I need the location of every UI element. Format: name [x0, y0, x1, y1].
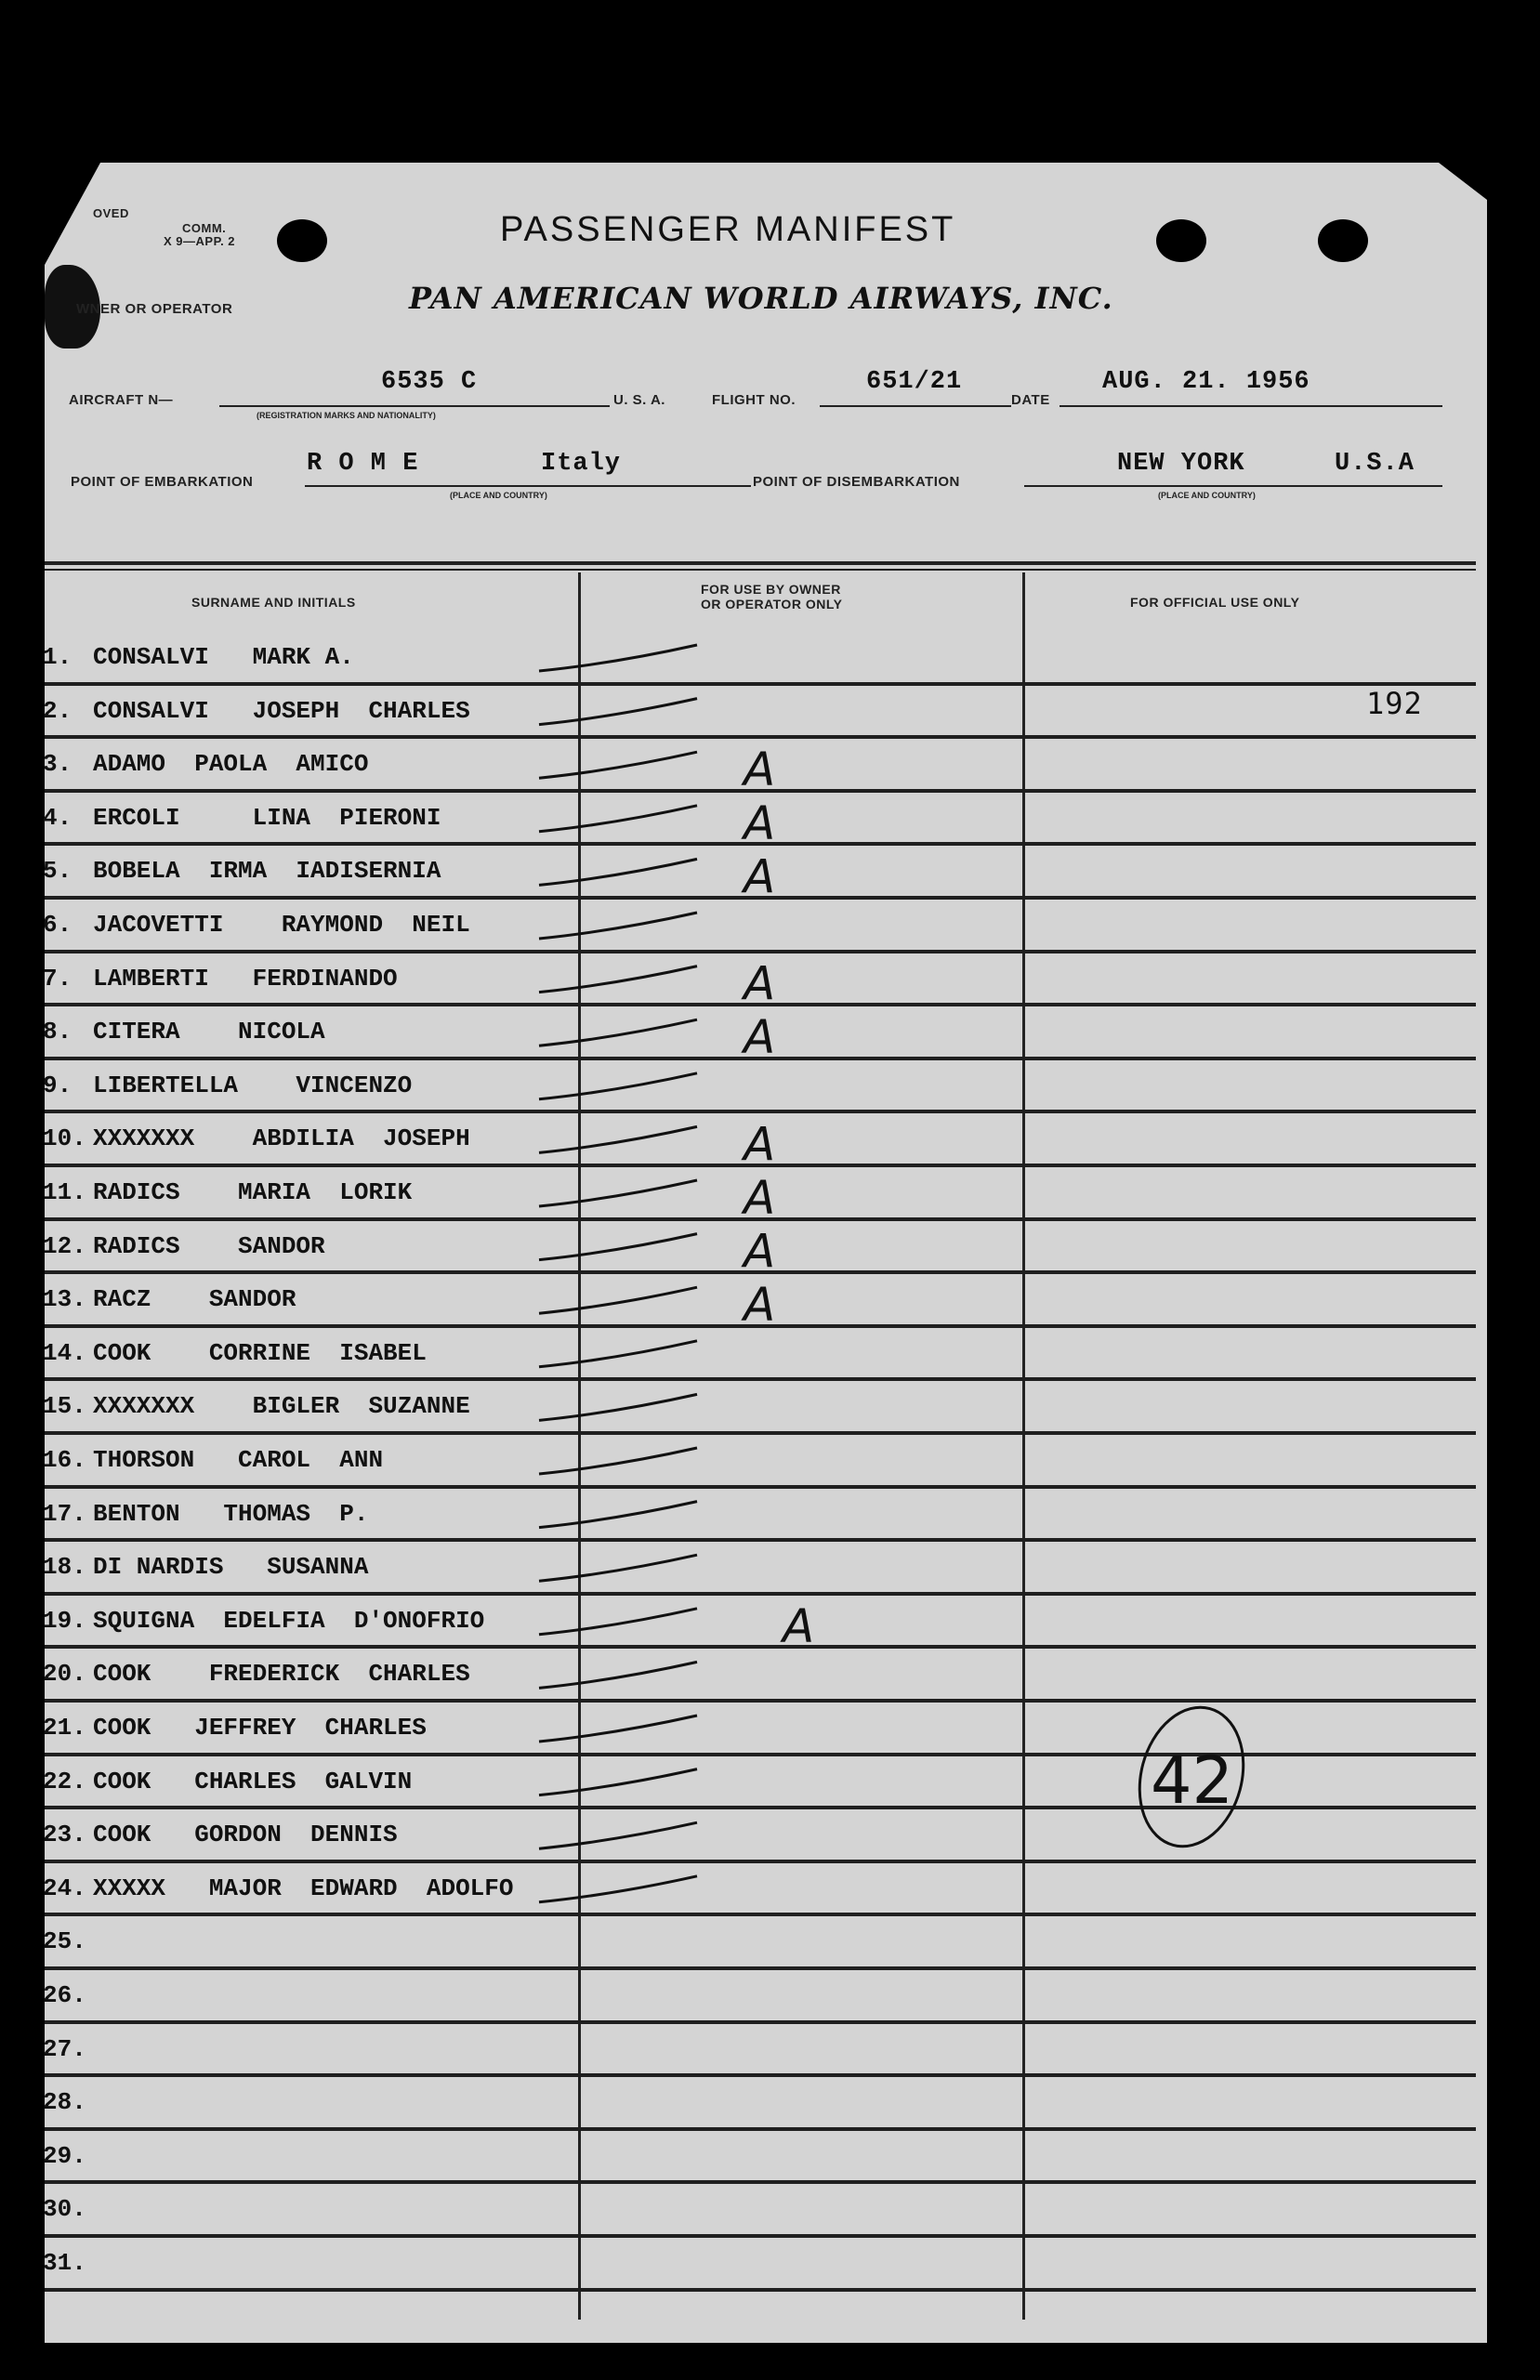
- row-number: 3.: [43, 750, 72, 779]
- owner-mark: A: [744, 1278, 776, 1333]
- row-number: 23.: [43, 1821, 86, 1849]
- row-number: 29.: [43, 2141, 86, 2170]
- corner-form-text-1: OVED: [93, 206, 129, 220]
- passenger-name: CITERA NICOLA: [93, 1018, 325, 1046]
- column-header-owner-1: FOR USE BY OWNER: [701, 582, 841, 597]
- flight-label: FLIGHT NO.: [712, 392, 796, 408]
- row-number: 24.: [43, 1874, 86, 1902]
- check-stroke: [539, 1126, 697, 1152]
- passenger-name: THORSON CAROL ANN: [93, 1446, 384, 1474]
- passenger-name: RADICS MARIA LORIK: [93, 1178, 413, 1206]
- disembarkation-city: NEW YORK: [1117, 450, 1245, 478]
- passenger-name: COOK GORDON DENNIS: [93, 1821, 398, 1849]
- date-label: DATE: [1011, 392, 1050, 408]
- circled-number: [1125, 1696, 1258, 1859]
- passenger-name: RACZ SANDOR: [93, 1285, 296, 1314]
- check-stroke: [539, 1876, 697, 1902]
- row-number: 1.: [43, 643, 72, 671]
- embarkation-label: POINT OF EMBARKATION: [71, 474, 254, 490]
- disembarkation-caption: (PLACE AND COUNTRY): [1158, 491, 1256, 500]
- check-stroke: [539, 1180, 697, 1206]
- check-stroke: [539, 1662, 697, 1688]
- svg-text:42: 42: [1151, 1742, 1234, 1819]
- row-number: 8.: [43, 1018, 72, 1046]
- row-number: 16.: [43, 1446, 86, 1474]
- check-stroke: [539, 699, 697, 725]
- official-note-192: 192: [1366, 686, 1423, 721]
- row-number: 2.: [43, 696, 72, 725]
- row-number: 28.: [43, 2088, 86, 2117]
- row-number: 6.: [43, 911, 72, 939]
- check-stroke: [539, 1502, 697, 1528]
- row-number: 10.: [43, 1124, 86, 1153]
- check-stroke: [539, 1822, 697, 1848]
- column-header-owner-2: OR OPERATOR ONLY: [701, 597, 843, 611]
- row-number: 5.: [43, 857, 72, 886]
- disembarkation-country: U.S.A: [1335, 450, 1415, 478]
- row-number: 4.: [43, 803, 72, 832]
- passenger-name: RADICS SANDOR: [93, 1231, 325, 1260]
- row-number: 18.: [43, 1553, 86, 1582]
- passenger-name: BENTON THOMAS P.: [93, 1499, 369, 1528]
- check-stroke: [539, 806, 697, 832]
- check-stroke: [539, 1019, 697, 1045]
- row-number: 13.: [43, 1285, 86, 1314]
- check-stroke: [539, 913, 697, 939]
- check-stroke: [539, 966, 697, 993]
- embarkation-city: R O M E: [307, 450, 419, 478]
- row-number: 9.: [43, 1071, 72, 1099]
- row-number: 17.: [43, 1499, 86, 1528]
- row-number: 11.: [43, 1178, 86, 1206]
- passenger-name: JACOVETTI RAYMOND NEIL: [93, 911, 470, 939]
- row-number: 27.: [43, 2034, 86, 2063]
- owner-mark: A: [744, 1171, 776, 1225]
- passenger-name: CONSALVI JOSEPH CHARLES: [93, 696, 470, 725]
- check-stroke: [539, 1341, 697, 1367]
- check-stroke: [539, 1448, 697, 1474]
- column-header-surname: SURNAME AND INITIALS: [191, 595, 356, 610]
- aircraft-label: AIRCRAFT N—: [69, 392, 174, 408]
- row-number: 25.: [43, 1927, 86, 1956]
- owner-mark: A: [744, 956, 776, 1011]
- passenger-name: LAMBERTI FERDINANDO: [93, 964, 398, 993]
- passenger-name: ERCOLI LINA PIERONI: [93, 803, 441, 832]
- row-number: 26.: [43, 1981, 86, 2009]
- row-number: 31.: [43, 2249, 86, 2277]
- flight-number: 651/21: [866, 368, 963, 396]
- row-number: 15.: [43, 1392, 86, 1421]
- passenger-name: COOK CHARLES GALVIN: [93, 1767, 413, 1795]
- passenger-name: SQUIGNA EDELFIA D'ONOFRIO: [93, 1606, 485, 1635]
- owner-mark: A: [744, 1224, 776, 1279]
- aircraft-number: 6535 C: [381, 368, 478, 396]
- row-number: 7.: [43, 964, 72, 993]
- owner-operator-label: WNER OR OPERATOR: [76, 301, 233, 317]
- passenger-name: XXXXXXX BIGLER SUZANNE: [93, 1392, 470, 1421]
- column-header-official: FOR OFFICIAL USE ONLY: [1130, 595, 1300, 610]
- passenger-name: COOK FREDERICK CHARLES: [93, 1660, 470, 1689]
- aircraft-caption: (REGISTRATION MARKS AND NATIONALITY): [257, 411, 436, 420]
- check-stroke: [539, 752, 697, 778]
- check-stroke: [539, 859, 697, 885]
- row-number: 20.: [43, 1660, 86, 1689]
- page-title: PASSENGER MANIFEST: [500, 210, 956, 249]
- owner-mark: A: [744, 1010, 776, 1065]
- passenger-name: BOBELA IRMA IADISERNIA: [93, 857, 441, 886]
- passenger-name: XXXXXXX ABDILIA JOSEPH: [93, 1124, 470, 1153]
- owner-mark: A: [744, 849, 776, 904]
- check-stroke: [539, 1609, 697, 1635]
- check-stroke: [539, 1769, 697, 1795]
- usa-label: U. S. A.: [613, 392, 665, 408]
- embarkation-caption: (PLACE AND COUNTRY): [450, 491, 547, 500]
- row-number: 12.: [43, 1231, 86, 1260]
- row-number: 21.: [43, 1714, 86, 1742]
- owner-mark: A: [744, 743, 776, 797]
- passenger-name: CONSALVI MARK A.: [93, 643, 354, 671]
- check-stroke: [539, 1555, 697, 1581]
- owner-mark: A: [744, 796, 776, 850]
- passenger-name: LIBERTELLA VINCENZO: [93, 1071, 413, 1099]
- passenger-name: COOK JEFFREY CHARLES: [93, 1714, 427, 1742]
- row-number: 19.: [43, 1606, 86, 1635]
- check-stroke: [539, 1073, 697, 1099]
- owner-mark: A: [783, 1598, 815, 1653]
- check-stroke: [539, 1716, 697, 1742]
- corner-form-text-2: COMM.: [182, 221, 227, 235]
- row-number: 14.: [43, 1338, 86, 1367]
- owner-mark: A: [744, 1117, 776, 1172]
- check-stroke: [539, 645, 697, 671]
- row-number: 22.: [43, 1767, 86, 1795]
- date-value: AUG. 21. 1956: [1102, 368, 1310, 396]
- corner-form-text-3: X 9—APP. 2: [164, 234, 236, 248]
- passenger-name: ADAMO PAOLA AMICO: [93, 750, 369, 779]
- embarkation-country: Italy: [541, 450, 622, 478]
- check-stroke: [539, 1394, 697, 1420]
- disembarkation-label: POINT OF DISEMBARKATION: [753, 474, 960, 490]
- check-stroke: [539, 1287, 697, 1313]
- passenger-name: COOK CORRINE ISABEL: [93, 1338, 427, 1367]
- passenger-name: XXXXX MAJOR EDWARD ADOLFO: [93, 1874, 514, 1902]
- passenger-name: DI NARDIS SUSANNA: [93, 1553, 369, 1582]
- company-name: PAN AMERICAN WORLD AIRWAYS, INC.: [409, 281, 1113, 316]
- row-number: 30.: [43, 2195, 86, 2224]
- check-stroke: [539, 1234, 697, 1260]
